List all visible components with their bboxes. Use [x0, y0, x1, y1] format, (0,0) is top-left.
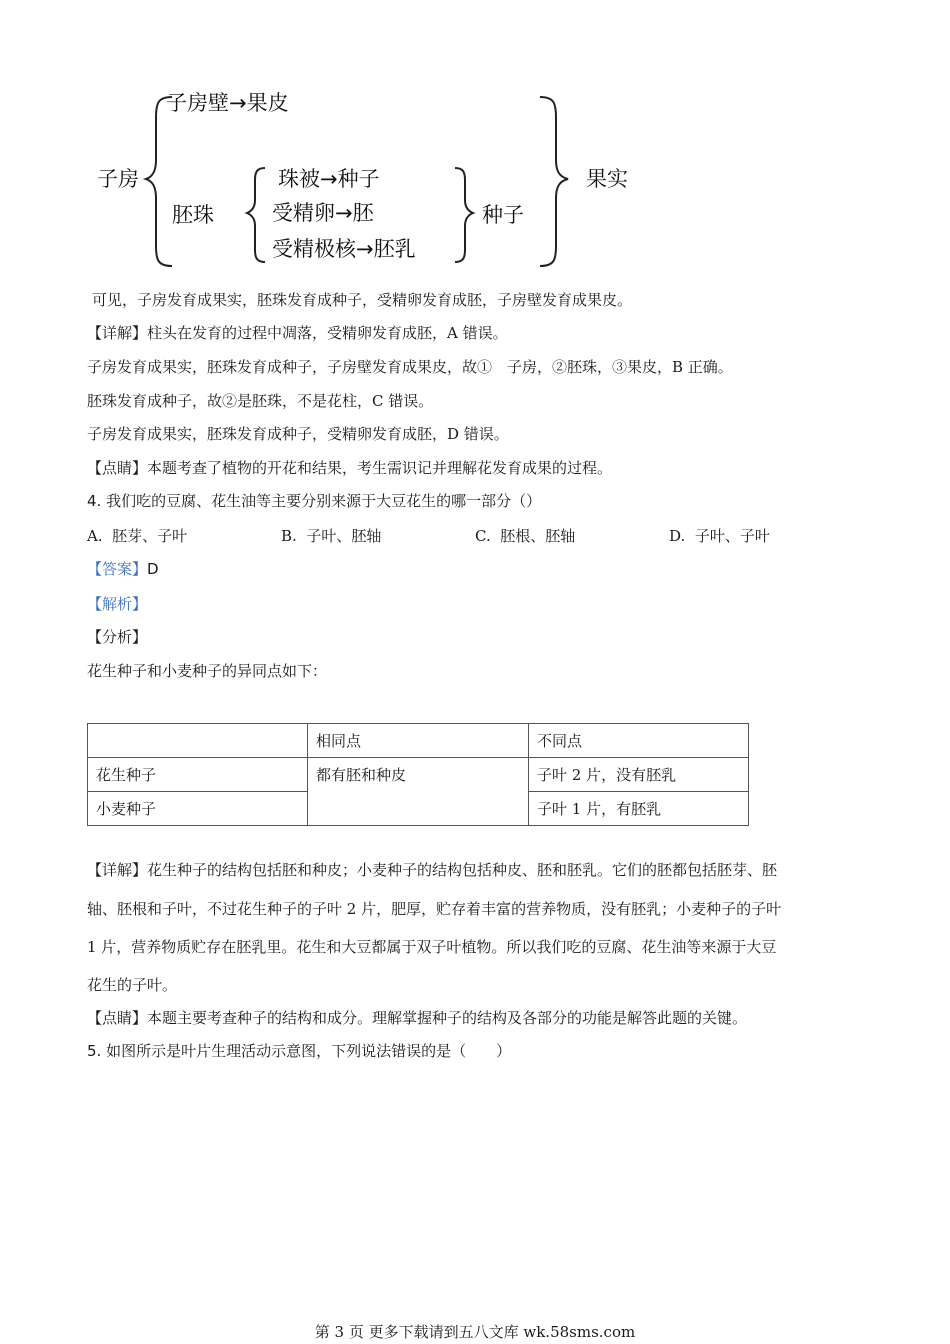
option-label: B.: [281, 527, 297, 545]
q4-detail-line-2: 轴、胚根和子叶，不过花生种子的子叶 2 片，肥厚，贮存着丰富的营养物质，没有胚乳；小麦种子的子叶: [87, 900, 782, 918]
detail-paragraph: [87, 323, 508, 343]
left-brace: [146, 97, 172, 266]
q4-detail-line-1: [87, 860, 777, 880]
seed-brace: [455, 168, 473, 262]
q4-detail-line-4: 花生的子叶。: [87, 976, 178, 994]
note-tag: 【点睛】: [87, 1009, 148, 1027]
note-text: 本题考查了植物的开花和结果，考生需识记并理解花发育成果的过程。: [147, 459, 613, 477]
fruit-label: 果实: [586, 167, 628, 191]
option-text: 胚根、胚轴: [500, 527, 576, 545]
explanation-b: 子房发育成果实，胚珠发育成种子，子房壁发育成果皮，故① 子房，②胚珠，③果皮，B 正确。: [87, 358, 733, 376]
polar-nuclei-label: 受精极核→胚乳: [272, 237, 416, 261]
detail-text: 花生种子的结构包括胚和种皮；小麦种子的结构包括种皮、胚和胚乳。它们的胚都包括胚芽、胚: [147, 861, 778, 879]
page-footer: 第 3 页 更多下载请到五八文库 wk.58sms.com: [314, 1323, 636, 1341]
option-label: A.: [87, 527, 103, 545]
conclusion-text: 可见，子房发育成果实，胚珠发育成种子，受精卵发育成胚，子房壁发育成果皮。: [92, 291, 633, 309]
seed-label: 种子: [482, 203, 524, 227]
ovary-label: 子房: [97, 167, 139, 191]
row-name: 花生种子: [88, 758, 308, 792]
fruit-development-diagram: [0, 0, 950, 290]
note-text: 本题主要考查种子的结构和成分。理解掌握种子的结构及各部分的功能是解答此题的关键。: [147, 1009, 748, 1027]
detail-tag: 【详解】: [87, 324, 148, 342]
note-paragraph: [87, 458, 612, 478]
question-number: 5.: [87, 1042, 102, 1060]
explanation-d: 子房发育成果实，胚珠发育成种子，受精卵发育成胚，D 错误。: [87, 425, 509, 443]
header-empty: [88, 724, 308, 758]
option-d[interactable]: [669, 526, 770, 546]
seed-comparison-table: [87, 723, 749, 826]
option-label: C.: [475, 527, 491, 545]
header-diff: 不同点: [529, 724, 749, 758]
ovule-label: 胚珠: [172, 203, 214, 227]
answer-line: [87, 559, 159, 579]
q4-note: [87, 1008, 747, 1028]
question-number: 4.: [87, 492, 102, 510]
common-cell: 都有胚和种皮: [308, 758, 529, 826]
inner-brace: [247, 168, 265, 262]
question-5: [87, 1041, 511, 1061]
answer-tag: 【答案】: [87, 560, 148, 578]
option-b[interactable]: [281, 526, 381, 546]
row-name: 小麦种子: [88, 792, 308, 826]
table-intro: 花生种子和小麦种子的异同点如下：: [87, 662, 328, 680]
option-a[interactable]: [87, 526, 187, 546]
question-stem: 我们吃的豆腐、花生油等主要分别来源于大豆花生的哪一部分（）: [106, 492, 542, 510]
explanation-c: 胚珠发育成种子，故②是胚珠，不是花柱，C 错误。: [87, 392, 434, 410]
table-header-row: [88, 724, 749, 758]
q4-detail-line-3: 1 片，营养物质贮存在胚乳里。花生和大豆都属于双子叶植物。所以我们吃的豆腐、花生油等来源于大豆: [87, 938, 777, 956]
option-text: 子叶、胚轴: [306, 527, 382, 545]
option-text: 子叶、子叶: [694, 527, 770, 545]
header-common: 相同点: [308, 724, 529, 758]
fenxi-tag: 【分析】: [87, 628, 148, 646]
analysis-tag: 【解析】: [87, 595, 148, 613]
row-diff: 子叶 1 片，有胚乳: [529, 792, 749, 826]
row-diff: 子叶 2 片，没有胚乳: [529, 758, 749, 792]
detail-text: 柱头在发育的过程中凋落，受精卵发育成胚，A 错误。: [147, 324, 508, 342]
integument-label: 珠被→种子: [278, 167, 380, 191]
question-stem: 如图所示是叶片生理活动示意图，下列说法错误的是（ ）: [106, 1042, 512, 1060]
ovary-wall-label: 子房壁→果皮: [166, 91, 289, 115]
table-row: [88, 758, 749, 792]
question-4: [87, 491, 541, 511]
zygote-label: 受精卵→胚: [272, 201, 374, 225]
answer-value: D: [147, 560, 159, 578]
fruit-brace: [540, 97, 568, 266]
option-c[interactable]: [475, 526, 575, 546]
detail-tag: 【详解】: [87, 861, 148, 879]
option-text: 胚芽、子叶: [112, 527, 188, 545]
note-tag: 【点睛】: [87, 459, 148, 477]
option-label: D.: [669, 527, 686, 545]
